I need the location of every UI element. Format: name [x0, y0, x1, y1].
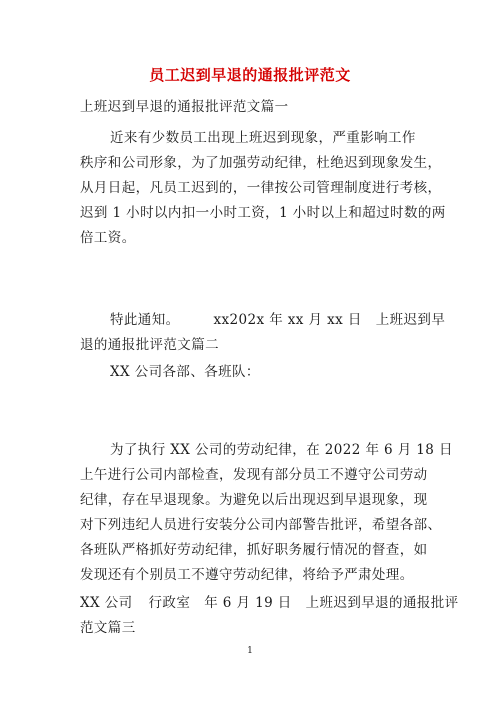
- section-heading-2-end: 退的通报批评范文篇二: [80, 337, 219, 353]
- page-number: 1: [247, 646, 253, 656]
- notice-line: [110, 310, 445, 330]
- section-heading-3-start: 上班迟到早退的通报批评: [305, 595, 459, 611]
- paragraph-line: 为了执行 XX 公司的劳动纪律，在 2022 年 6 月 18 日: [110, 442, 453, 458]
- salutation: XX 公司各部、各班队：: [110, 364, 260, 380]
- paragraph-line: 迟到 1 小时以内扣一小时工资，1 小时以上和超过时数的两: [80, 205, 446, 221]
- signature-company: XX 公司: [80, 595, 133, 611]
- signature-line: [80, 593, 459, 613]
- paragraph-line: 对下列违纪人员进行安装分公司内部警告批评，希望各部、: [80, 517, 442, 533]
- paragraph-line: 秩序和公司形象，为了加强劳动纪律，杜绝迟到现象发生，: [80, 155, 442, 171]
- section-heading-1: 上班迟到早退的通报批评范文篇一: [80, 99, 289, 115]
- paragraph-line: 纪律，存在早退现象。为避免以后出现迟到早退现象，现: [80, 492, 428, 508]
- notice-text: 特此通知。: [110, 312, 180, 328]
- paragraph-line: 各班队严格抓好劳动纪律，抓好职务履行情况的督查，如: [80, 542, 428, 558]
- section-heading-2-start: 上班迟到早: [375, 312, 446, 328]
- signature-date: 年 6 月 19 日: [204, 595, 292, 611]
- section-heading-3-end: 范文篇三: [80, 620, 136, 636]
- document-title: 员工迟到早退的通报批评范文: [149, 66, 351, 84]
- paragraph-line: 近来有少数员工出现上班迟到现象，严重影响工作: [110, 130, 416, 146]
- paragraph-line: 上午进行公司内部检查，发现有部分员工不遵守公司劳动: [80, 467, 428, 483]
- signature-office: 行政室: [148, 595, 191, 611]
- paragraph-line: 从月日起，凡员工迟到的，一律按公司管理制度进行考核，: [80, 180, 442, 196]
- notice-date: xx202x 年 xx 月 xx 日: [213, 312, 362, 328]
- paragraph-line: 发现还有个别员工不遵守劳动纪律，将给予严肃处理。: [80, 567, 414, 583]
- paragraph-line: 倍工资。: [80, 230, 136, 246]
